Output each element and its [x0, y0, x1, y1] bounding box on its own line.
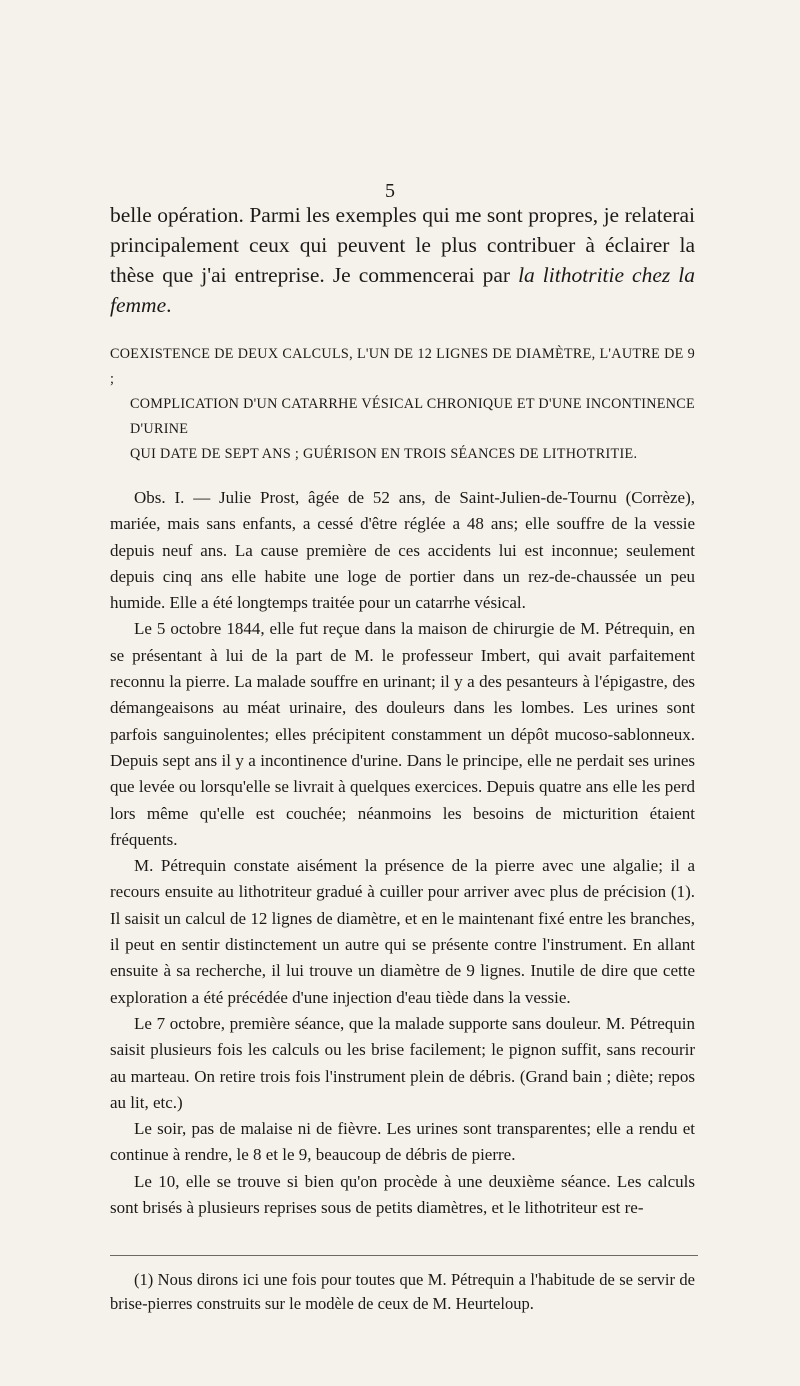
heading-line-1: COEXISTENCE DE DEUX CALCULS, L'UN DE 12 LIGNES DE DIAMÈTRE, L'AUTRE DE 9 ; [110, 346, 695, 387]
page-number: 5 [385, 180, 395, 202]
main-text [110, 200, 695, 1221]
footnote-divider [110, 1255, 698, 1256]
paragraph: Le 10, elle se trouve si bien qu'on procède à une deuxième séance. Les calculs sont brisés à plusieurs reprises sous de petits diamètres, et le lithotriteur est re- [110, 1171, 695, 1218]
observation-body [110, 485, 695, 1221]
intro-paragraph [110, 200, 695, 320]
heading-line-3: QUI DATE DE SEPT ANS ; GUÉRISON EN TROIS SÉANCES DE LITHOTRITIE. [130, 446, 638, 462]
paragraph: M. Pétrequin constate aisément la présence de la pierre avec une algalie; il a recours ensuite au lithotriteur gradué à cuiller pour arriver avec plus de précision (1). Il saisit un calcul de 12 lignes de diamètre, et en le maintenant fixé entre les branches, il peut en sentir distinctement un autre qui se présente contre l'instrument. En allant ensuite à sa recherche, il lui trouve un diamètre de 9 lignes. Inutile de dire que cette exploration a été précédée d'une injection d'eau tiède dans la vessie. [110, 856, 695, 1007]
paragraph: Obs. I. — Julie Prost, âgée de 52 ans, de Saint-Julien-de-Tournu (Corrèze), mariée, mais sans enfants, a cessé d'être réglée a 48 ans; elle souffre de la vessie depuis neuf ans. La cause première de ces accidents lui est inconnue; seulement depuis cinq ans elle habite une loge de portier dans un rez-de-chaussée un peu humide. Elle a été longtemps traitée pour un catarrhe vésical. [110, 488, 695, 613]
intro-end: . [166, 293, 172, 317]
paragraph: Le 7 octobre, première séance, que la malade supporte sans douleur. M. Pétrequin saisit plusieurs fois les calculs ou les brise facilement; le pignon suffit, sans recourir au marteau. On retire trois fois l'instrument plein de débris. (Grand bain ; diète; repos au lit, etc.) [110, 1013, 695, 1112]
intro-emphasis: la lithotritie chez la femme [110, 263, 696, 317]
paragraph: Le 5 octobre 1844, elle fut reçue dans la maison de chirurgie de M. Pétrequin, en se présentant à lui de la part de M. le professeur Imbert, qui avait parfaitement reconnu la pierre. La malade souffre en urinant; il y a des pesanteurs à l'épigastre, des démangeaisons au méat urinaire, des douleurs dans les lombes. Les urines sont parfois sanguinolentes; elles précipitent constamment un dépôt mucoso-sablonneux. Depuis sept ans il y a incontinence d'urine. Dans le principe, elle ne perdait ses urines que levée ou lorsqu'elle se livrait à quelques exercices. Depuis quatre ans elle les perd lors même qu'elle est couchée; néanmoins les besoins de micturition étaient fréquents. [110, 619, 695, 849]
heading-line-2: COMPLICATION D'UN CATARRHE VÉSICAL CHRONIQUE ET D'UNE INCONTINENCE D'URINE [130, 396, 695, 437]
observation-heading [110, 342, 695, 467]
paragraph: Le soir, pas de malaise ni de fièvre. Les urines sont transparentes; elle a rendu et continue à rendre, le 8 et le 9, beaucoup de débris de pierre. [110, 1119, 695, 1165]
footnote: (1) Nous dirons ici une fois pour toutes que M. Pétrequin a l'habitude de se servir de brise-pierres construits sur le modèle de ceux de M. Heurteloup. [110, 1270, 695, 1313]
intro-text: belle opération. Parmi les exemples qui me sont propres, je relaterai principalement ceux qui peuvent le plus contribuer à éclairer la thèse que j'ai entreprise. Je commencerai par [110, 203, 695, 287]
